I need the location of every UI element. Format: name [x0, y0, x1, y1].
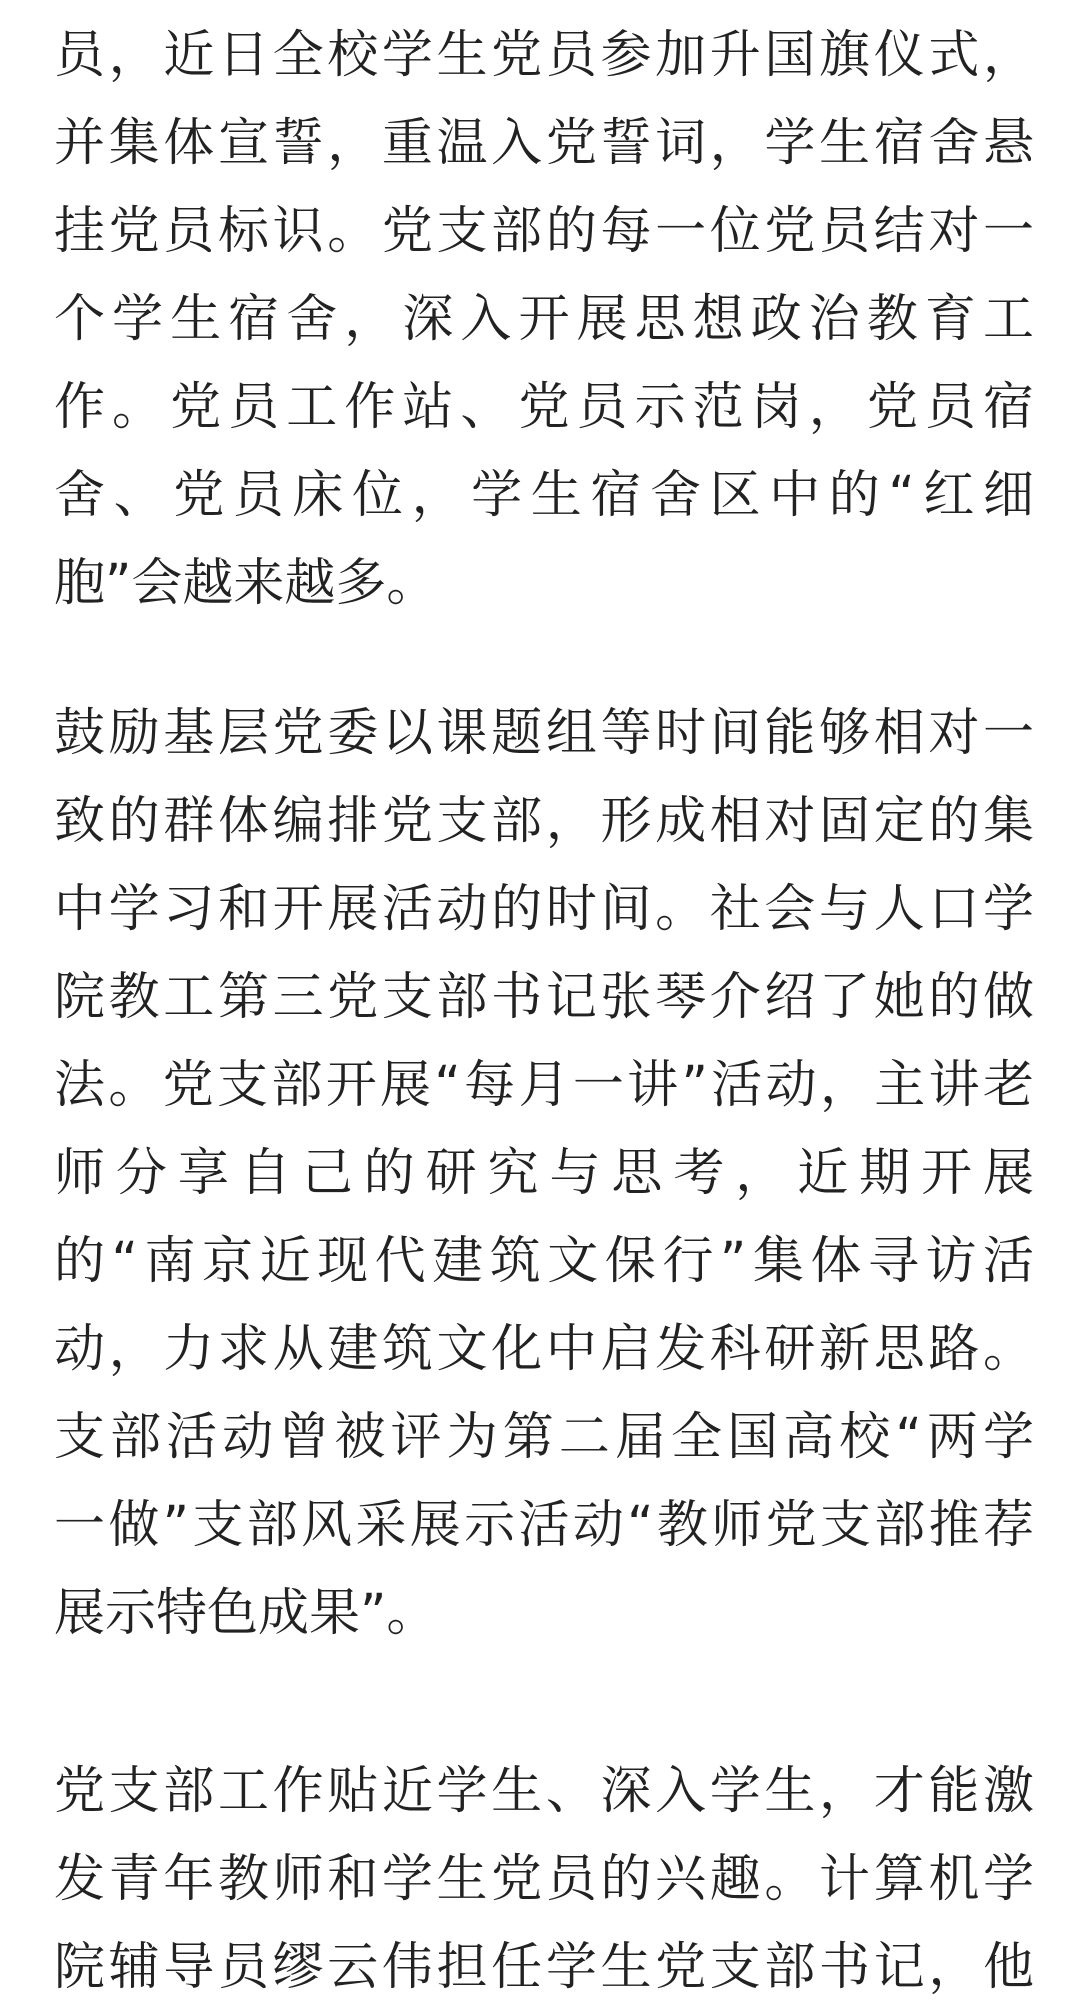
paragraph-2 — [54, 690, 1034, 1658]
text-line: 的“南京近现代建筑文保行”集体寻访活 — [54, 1232, 1034, 1291]
text-line: 挂党员标识。党支部的每一位党员结对一 — [54, 202, 1034, 261]
text-line: 发青年教师和学生党员的兴趣。计算机学 — [54, 1850, 1034, 1909]
text-line: 动，力求从建筑文化中启发科研新思路。 — [54, 1320, 1034, 1379]
text-line: 院教工第三党支部书记张琴介绍了她的做 — [54, 968, 1034, 1027]
text-line: 鼓励基层党委以课题组等时间能够相对一 — [54, 704, 1034, 763]
text-line: 党支部工作贴近学生、深入学生，才能激 — [54, 1762, 1034, 1821]
text-line: 作。党员工作站、党员示范岗，党员宿 — [54, 378, 1034, 437]
text-line: 胞”会越来越多。 — [54, 554, 438, 613]
text-line: 致的群体编排党支部，形成相对固定的集 — [54, 792, 1034, 851]
text-line: 并集体宣誓，重温入党誓词，学生宿舍悬 — [54, 114, 1034, 173]
text-line: 中学习和开展活动的时间。社会与人口学 — [54, 880, 1034, 939]
text-line: 个学生宿舍，深入开展思想政治教育工 — [54, 290, 1034, 349]
text-line: 法。党支部开展“每月一讲”活动，主讲老 — [54, 1056, 1034, 1115]
text-line: 展示特色成果”。 — [54, 1584, 438, 1643]
paragraph-3 — [54, 1748, 1034, 2012]
paragraph-1 — [54, 12, 1034, 628]
text-line: 员，近日全校学生党员参加升国旗仪式， — [54, 26, 1034, 85]
text-line: 一做”支部风采展示活动“教师党支部推荐 — [54, 1496, 1034, 1555]
text-line: 院辅导员缪云伟担任学生党支部书记，他 — [54, 1938, 1034, 1997]
text-line: 舍、党员床位，学生宿舍区中的“红细 — [54, 466, 1034, 525]
text-line: 师分享自己的研究与思考，近期开展 — [54, 1144, 1034, 1203]
text-line: 支部活动曾被评为第二届全国高校“两学 — [54, 1408, 1034, 1467]
